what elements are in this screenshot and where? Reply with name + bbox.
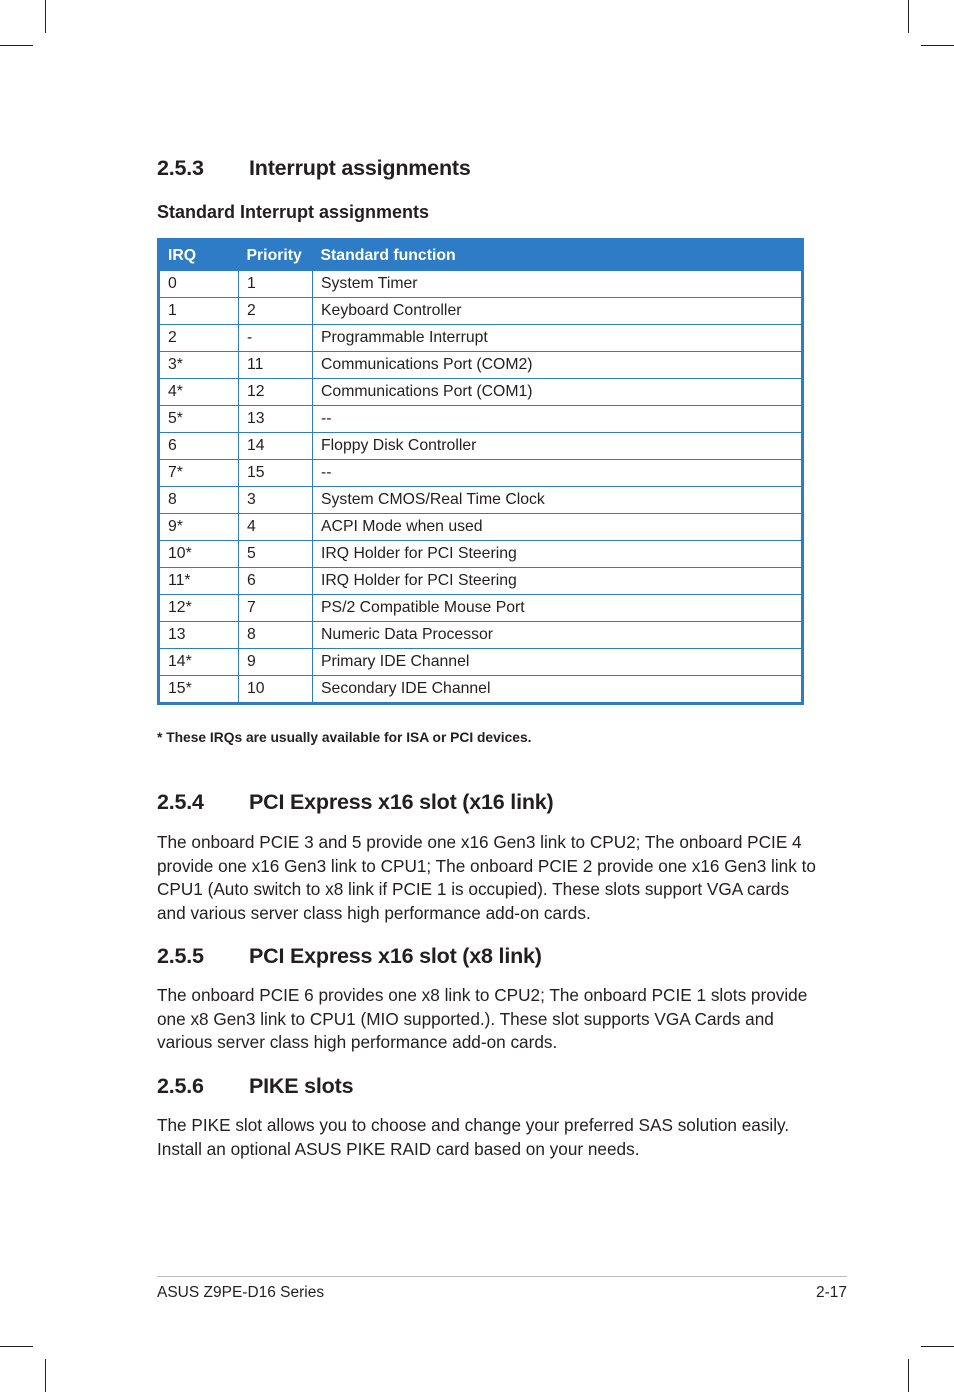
section-title: Interrupt assignments <box>249 156 471 180</box>
cell-priority: - <box>239 325 313 352</box>
cell-irq: 8 <box>159 487 239 514</box>
cell-priority: 13 <box>239 406 313 433</box>
crop-mark <box>0 45 33 46</box>
table-header-row <box>159 240 803 271</box>
cell-irq: 1 <box>159 298 239 325</box>
cell-irq: 4* <box>159 379 239 406</box>
cell-standard-function: IRQ Holder for PCI Steering <box>313 568 803 595</box>
section-heading-pcie-x8-link <box>157 944 542 969</box>
table-subtitle: Standard Interrupt assignments <box>157 202 430 222</box>
cell-irq: 2 <box>159 325 239 352</box>
table-row <box>159 406 803 433</box>
cell-priority: 8 <box>239 622 313 649</box>
section-number: 2.5.4 <box>157 790 204 814</box>
cell-standard-function: Primary IDE Channel <box>313 649 803 676</box>
crop-mark <box>921 45 954 46</box>
section-title: PCI Express x16 slot (x16 link) <box>249 790 554 814</box>
table-row <box>159 325 803 352</box>
cell-standard-function: System Timer <box>313 271 803 298</box>
table-row <box>159 352 803 379</box>
cell-priority: 11 <box>239 352 313 379</box>
cell-priority: 9 <box>239 649 313 676</box>
cell-irq: 7* <box>159 460 239 487</box>
cell-priority: 1 <box>239 271 313 298</box>
section-title: PIKE slots <box>249 1074 354 1098</box>
cell-standard-function: Communications Port (COM1) <box>313 379 803 406</box>
crop-mark <box>0 1346 33 1347</box>
footer-divider <box>157 1276 847 1277</box>
table-row <box>159 676 803 704</box>
cell-standard-function: Numeric Data Processor <box>313 622 803 649</box>
cell-irq: 0 <box>159 271 239 298</box>
cell-standard-function: ACPI Mode when used <box>313 514 803 541</box>
cell-priority: 2 <box>239 298 313 325</box>
cell-priority: 10 <box>239 676 313 704</box>
cell-priority: 12 <box>239 379 313 406</box>
cell-standard-function: System CMOS/Real Time Clock <box>313 487 803 514</box>
table-row <box>159 568 803 595</box>
cell-standard-function: Floppy Disk Controller <box>313 433 803 460</box>
table-row <box>159 271 803 298</box>
section-number: 2.5.6 <box>157 1074 204 1098</box>
interrupt-table <box>157 238 804 705</box>
cell-priority: 7 <box>239 595 313 622</box>
section-heading-pcie-x16-link <box>157 790 554 815</box>
table-row <box>159 649 803 676</box>
cell-standard-function: IRQ Holder for PCI Steering <box>313 541 803 568</box>
crop-mark <box>908 1359 909 1392</box>
crop-mark <box>921 1346 954 1347</box>
cell-irq: 9* <box>159 514 239 541</box>
table-row <box>159 487 803 514</box>
cell-irq: 14* <box>159 649 239 676</box>
cell-irq: 3* <box>159 352 239 379</box>
cell-irq: 10* <box>159 541 239 568</box>
paragraph-pcie-x8-link: The onboard PCIE 6 provides one x8 link to CPU2; The onboard PCIE 1 slots provide one x8 Gen3 link to CPU1 (MIO supported.). These slot supports VGA Cards and various server class high performance add-on cards. <box>157 985 808 1052</box>
table-row <box>159 514 803 541</box>
crop-mark <box>45 1359 46 1392</box>
cell-standard-function: Communications Port (COM2) <box>313 352 803 379</box>
cell-irq: 6 <box>159 433 239 460</box>
crop-mark <box>908 0 909 33</box>
paragraph-pcie-x16-link: The onboard PCIE 3 and 5 provide one x16 Gen3 link to CPU2; The onboard PCIE 4 provide one x16 Gen3 link to CPU1; The onboard PCIE 2 provide one x16 Gen3 link to CPU1 (Auto switch to x8 link if PCIE 1 is occupied). These slots support VGA cards and various server class high performance add-on cards. <box>157 832 816 923</box>
cell-standard-function: Keyboard Controller <box>313 298 803 325</box>
cell-irq: 13 <box>159 622 239 649</box>
header-standard-function: Standard function <box>313 240 803 271</box>
cell-standard-function: PS/2 Compatible Mouse Port <box>313 595 803 622</box>
cell-irq: 15* <box>159 676 239 704</box>
section-heading-interrupt-assignments <box>157 156 471 181</box>
cell-priority: 4 <box>239 514 313 541</box>
paragraph-pike-slots: The PIKE slot allows you to choose and change your preferred SAS solution easily. Install an optional ASUS PIKE RAID card based on your needs. <box>157 1115 790 1159</box>
section-heading-pike-slots <box>157 1074 353 1099</box>
crop-mark <box>45 0 46 33</box>
cell-priority: 3 <box>239 487 313 514</box>
section-number: 2.5.3 <box>157 156 204 180</box>
cell-irq: 11* <box>159 568 239 595</box>
table-row <box>159 460 803 487</box>
cell-priority: 5 <box>239 541 313 568</box>
header-irq: IRQ <box>159 240 239 271</box>
cell-priority: 14 <box>239 433 313 460</box>
cell-standard-function: Programmable Interrupt <box>313 325 803 352</box>
table-row <box>159 541 803 568</box>
cell-priority: 6 <box>239 568 313 595</box>
table-row <box>159 298 803 325</box>
header-priority: Priority <box>239 240 313 271</box>
section-number: 2.5.5 <box>157 944 204 968</box>
table-row <box>159 433 803 460</box>
cell-priority: 15 <box>239 460 313 487</box>
table-row <box>159 595 803 622</box>
footer-product-name: ASUS Z9PE-D16 Series <box>157 1284 325 1301</box>
cell-standard-function: Secondary IDE Channel <box>313 676 803 704</box>
cell-standard-function: -- <box>313 406 803 433</box>
table-row <box>159 622 803 649</box>
table-footnote: * These IRQs are usually available for ISA or PCI devices. <box>157 730 532 745</box>
cell-standard-function: -- <box>313 460 803 487</box>
footer-page-number: 2-17 <box>815 1284 847 1301</box>
table-row <box>159 379 803 406</box>
section-title: PCI Express x16 slot (x8 link) <box>249 944 542 968</box>
cell-irq: 12* <box>159 595 239 622</box>
cell-irq: 5* <box>159 406 239 433</box>
